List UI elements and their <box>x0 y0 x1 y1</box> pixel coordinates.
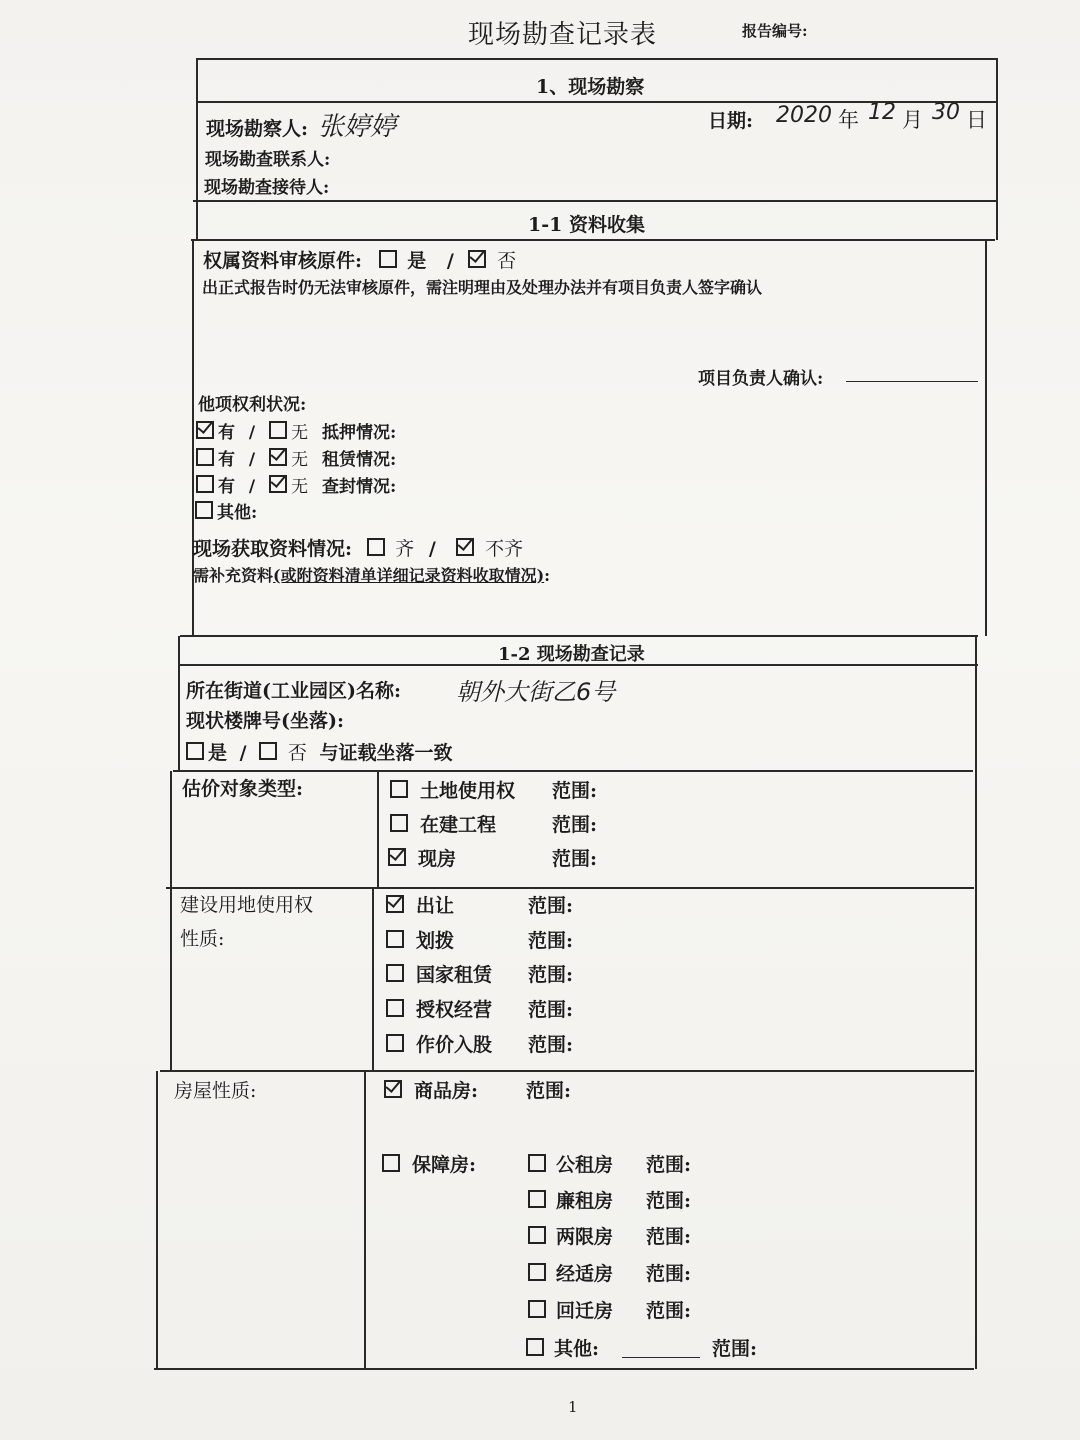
house-label: 房屋性质: <box>174 1080 257 1102</box>
other-rights-label: 他项权利状况: <box>198 395 307 415</box>
land-use-right-checkbox[interactable] <box>390 780 408 798</box>
section11-heading: 1-1 资料收集 <box>528 214 645 236</box>
section1-heading: 1、现场勘察 <box>536 76 645 98</box>
onsite-complete-checkbox[interactable] <box>367 538 385 556</box>
ownership-no-checkbox[interactable] <box>468 250 486 268</box>
pm-confirm-label: 项目负责人确认: <box>698 369 824 389</box>
two-limit-range: 范围: <box>646 1226 692 1248</box>
economic-checkbox[interactable] <box>528 1263 546 1281</box>
date-label: 日期: <box>708 110 754 132</box>
border-right-1 <box>996 58 998 240</box>
seal-label: 查封情况: <box>321 477 397 497</box>
plate-label: 现状楼牌号(坐落): <box>186 710 344 732</box>
lease-have-checkbox[interactable] <box>196 448 214 466</box>
existing-house-checkbox[interactable] <box>388 848 406 866</box>
date-month-char: 月 <box>902 108 923 132</box>
public-rental-row: 公租房 <box>528 1150 613 1177</box>
ownership-row <box>203 246 516 273</box>
consistent-label: 与证载坐落一致 <box>319 742 453 764</box>
mortgage-label: 抵押情况: <box>321 423 397 443</box>
object-type-land-range: 范围: <box>552 780 598 802</box>
land-right-transfer: 出让 <box>386 891 454 918</box>
border-left-5 <box>156 1071 158 1369</box>
border-left-4 <box>170 771 172 1071</box>
object-type-construction-range: 范围: <box>552 814 598 836</box>
form-title: 现场勘查记录表 <box>468 20 658 50</box>
resettlement-checkbox[interactable] <box>528 1300 546 1318</box>
lease-none-checkbox[interactable] <box>269 448 287 466</box>
public-rental-range: 范围: <box>646 1154 692 1176</box>
low-rent-row: 廉租房 <box>528 1186 613 1213</box>
land-right-transfer-range: 范围: <box>528 895 574 917</box>
page-number: 1 <box>568 1398 578 1416</box>
slash: / <box>446 250 454 272</box>
mortgage-have-checkbox[interactable] <box>196 421 214 439</box>
lease-row: 有 / 无 租赁情况: <box>196 445 396 470</box>
onsite-row: 现场获取资料情况: 齐 / 不齐 <box>193 538 524 560</box>
house-other-checkbox[interactable] <box>526 1338 544 1356</box>
section12-heading: 1-2 现场勘查记录 <box>498 644 645 665</box>
resettlement-range: 范围: <box>646 1300 692 1322</box>
surveyor-label: 现场勘察人: <box>206 118 309 140</box>
rule-under-s11-heading <box>191 239 995 241</box>
land-right-label-1: 建设用地使用权 <box>180 894 314 916</box>
land-right-label-2: 性质: <box>180 928 225 950</box>
state-lease-checkbox[interactable] <box>386 964 404 982</box>
rule-object-type <box>173 770 973 772</box>
ownership-yes-label: 是 <box>407 250 427 272</box>
under-construction-checkbox[interactable] <box>390 814 408 832</box>
economic-row: 经适房 <box>528 1259 613 1286</box>
seal-none-checkbox[interactable] <box>269 475 287 493</box>
capital-contribution-checkbox[interactable] <box>386 1034 404 1052</box>
authorized-operation-checkbox[interactable] <box>386 999 404 1017</box>
object-type-existing: 现房 <box>388 844 456 871</box>
land-right-allocate-range: 范围: <box>528 930 574 952</box>
affordable-row: 保障房: <box>382 1150 476 1177</box>
ownership-label: 权属资料审核原件: <box>203 250 363 272</box>
supplement-label: 需补充资料 <box>193 566 274 585</box>
inner-divider-2 <box>372 888 374 1071</box>
allocate-checkbox[interactable] <box>386 930 404 948</box>
land-right-authorized: 授权经营 <box>386 995 492 1022</box>
onsite-incomplete-checkbox[interactable] <box>456 538 474 556</box>
mortgage-row: 有 / 无 抵押情况: <box>196 418 396 443</box>
consistent-no-checkbox[interactable] <box>259 742 277 760</box>
border-right-2 <box>985 240 987 636</box>
inner-divider-3 <box>364 1071 366 1369</box>
two-limit-row: 两限房 <box>528 1222 613 1249</box>
supplement-row: 需补充资料(或附资料清单详细记录资料收取情况): <box>193 566 551 585</box>
supplement-note: (或附资料清单详细记录资料收取情况) <box>273 566 545 585</box>
land-right-lease-range: 范围: <box>528 964 574 986</box>
mortgage-none-checkbox[interactable] <box>269 421 287 439</box>
commodity-range: 范围: <box>526 1080 572 1102</box>
house-other-line <box>622 1357 700 1358</box>
low-rent-range: 范围: <box>646 1190 692 1212</box>
pm-confirm-line <box>846 381 978 382</box>
street-label: 所在街道(工业园区)名称: <box>186 680 401 702</box>
border-right-3 <box>975 636 977 1369</box>
other-row: 其他: <box>195 498 257 523</box>
rule-under-s1 <box>193 200 998 202</box>
commodity-checkbox[interactable] <box>384 1080 402 1098</box>
date-year-char: 年 <box>838 108 859 132</box>
object-type-existing-range: 范围: <box>552 848 598 870</box>
street-value: 朝外大街乙6号 <box>456 678 616 706</box>
ownership-yes-checkbox[interactable] <box>379 250 397 268</box>
land-right-authorized-range: 范围: <box>528 999 574 1021</box>
low-rent-checkbox[interactable] <box>528 1190 546 1208</box>
other-checkbox[interactable] <box>195 501 213 519</box>
land-right-allocate: 划拨 <box>386 926 454 953</box>
object-type-label: 估价对象类型: <box>182 778 304 800</box>
public-rental-checkbox[interactable] <box>528 1154 546 1172</box>
ownership-no-label: 否 <box>497 250 517 272</box>
rule-under-s11 <box>180 635 978 637</box>
border-left-1 <box>196 58 198 240</box>
contact-label: 现场勘查联系人: <box>205 150 331 170</box>
consistent-yes-checkbox[interactable] <box>186 742 204 760</box>
object-type-construction: 在建工程 <box>390 810 496 837</box>
date-day: 30 <box>932 100 960 125</box>
receiver-label: 现场勘查接待人: <box>204 178 330 198</box>
ownership-note: 出正式报告时仍无法审核原件，需注明理由及处理办法并有项目负责人签字确认 <box>202 278 763 297</box>
lease-label: 租赁情况: <box>321 450 397 470</box>
house-other-range: 范围: <box>712 1338 758 1360</box>
date-day-char: 日 <box>966 108 987 132</box>
seal-row: 有 / 无 查封情况: <box>196 472 396 497</box>
surveyor-signature: 张婷婷 <box>318 112 397 142</box>
affordable-checkbox[interactable] <box>382 1154 400 1172</box>
report-number-label: 报告编号: <box>742 22 808 40</box>
onsite-label: 现场获取资料情况: <box>193 538 353 560</box>
land-right-shares-range: 范围: <box>528 1034 574 1056</box>
border-left-3 <box>178 636 180 771</box>
consistency-row: 是 / 否 与证载坐落一致 <box>186 738 453 765</box>
rule-land-right <box>166 887 974 889</box>
resettlement-row: 回迁房 <box>528 1296 613 1323</box>
land-right-shares: 作价入股 <box>386 1030 492 1057</box>
land-right-lease: 国家租赁 <box>386 960 492 987</box>
commodity-row: 商品房: <box>384 1076 478 1103</box>
border-top <box>196 58 998 60</box>
seal-have-checkbox[interactable] <box>196 475 214 493</box>
house-other-row: 其他: <box>526 1334 599 1361</box>
date-year: 2020 <box>776 103 832 128</box>
rule-house <box>160 1070 974 1072</box>
two-limit-checkbox[interactable] <box>528 1226 546 1244</box>
border-bottom <box>154 1368 974 1370</box>
object-type-land: 土地使用权 <box>390 776 515 803</box>
transfer-checkbox[interactable] <box>386 895 404 913</box>
economic-range: 范围: <box>646 1263 692 1285</box>
inner-divider-1 <box>377 771 379 888</box>
date-month: 12 <box>868 100 896 125</box>
